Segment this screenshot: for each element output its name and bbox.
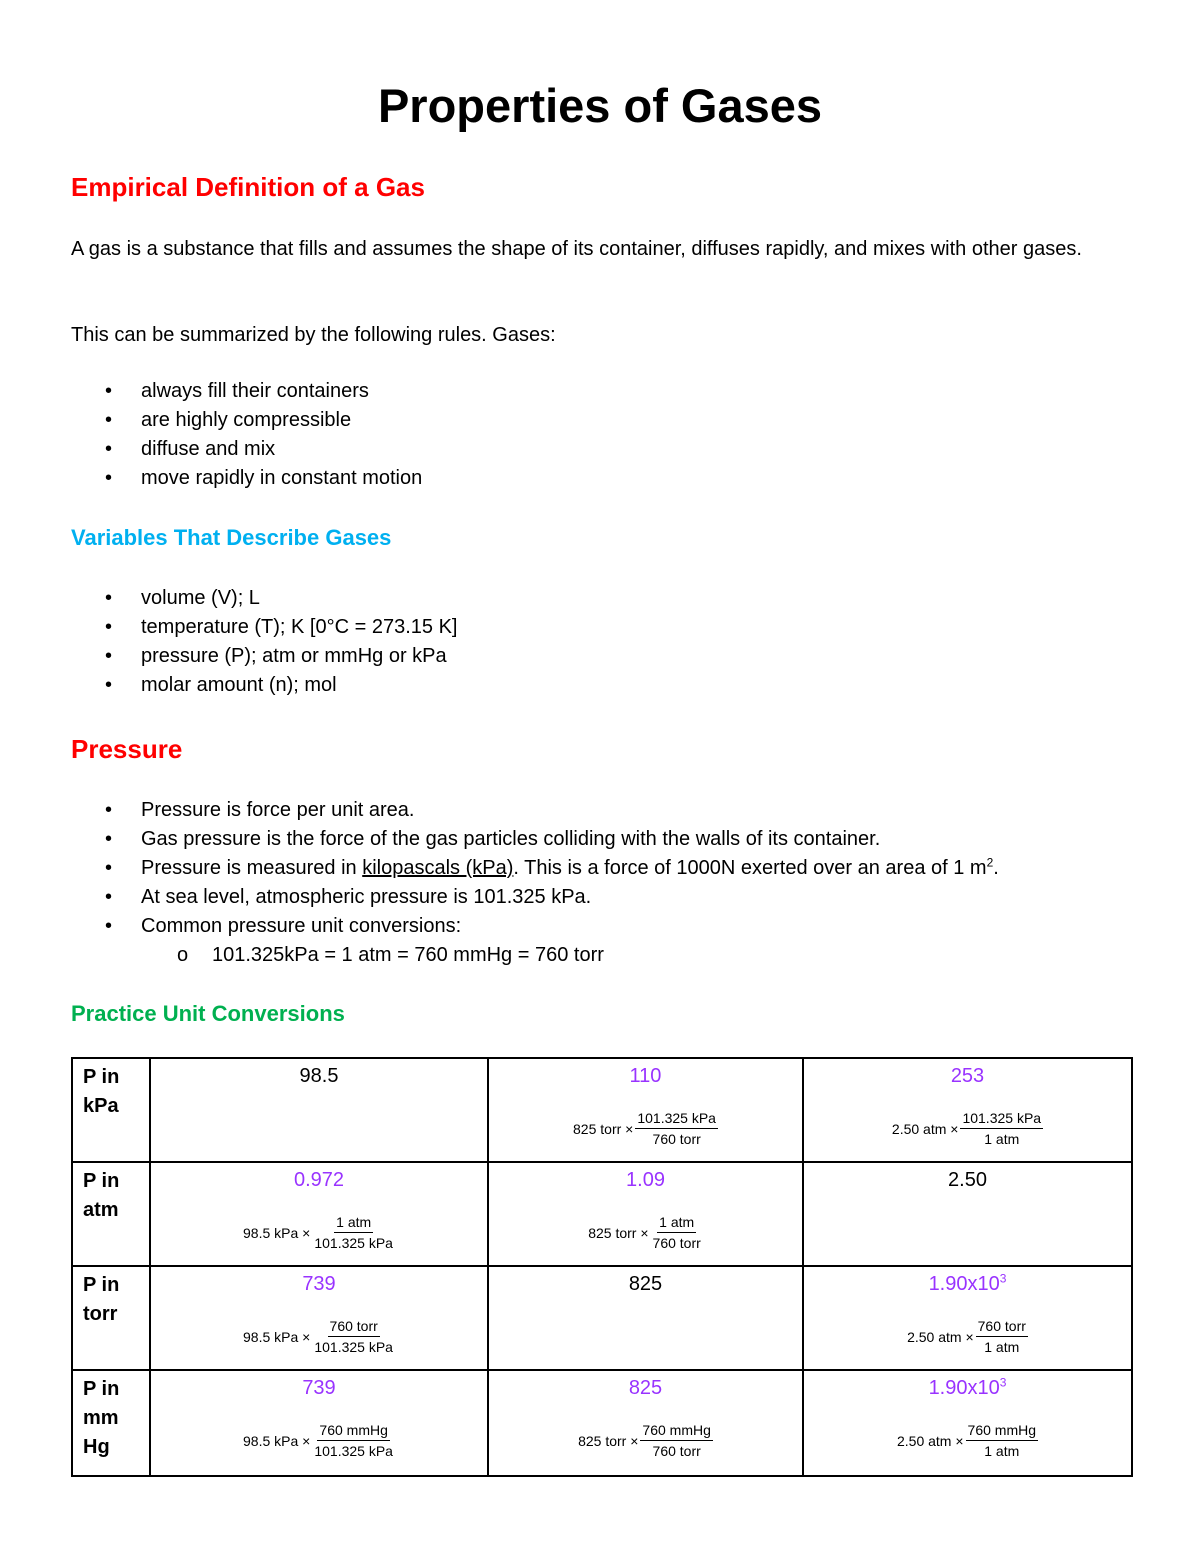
answer-value: 1.09 xyxy=(626,1169,665,1191)
conversion-formula xyxy=(804,1317,1131,1356)
conversion-formula xyxy=(804,1421,1131,1460)
row-header-line: atm xyxy=(83,1199,119,1221)
answer-value: $1.90x10^3$ xyxy=(928,1375,1007,1399)
formula-given: 2.50 atm × xyxy=(907,1328,974,1345)
fraction-numerator: 101.325 kPa xyxy=(960,1109,1043,1129)
list-item: • Pressure is force per unit area. xyxy=(71,796,999,825)
fraction-denominator: 760 torr xyxy=(652,1131,701,1147)
conversion-fraction xyxy=(976,1317,1028,1356)
table-cell xyxy=(488,1058,803,1162)
heading-practice: Practice Unit Conversions xyxy=(71,1001,345,1026)
heading-variables: Variables That Describe Gases xyxy=(71,525,392,550)
fraction-numerator: 101.325 kPa xyxy=(635,1109,718,1129)
answer-value: 739 xyxy=(302,1273,336,1295)
answer-value: 0.972 xyxy=(293,1169,345,1191)
paragraph-summary-intro: This can be summarized by the following rules. Gases: xyxy=(71,324,556,346)
conversion-formula xyxy=(489,1421,802,1460)
table-row xyxy=(72,1266,1132,1370)
answer-value: 825 xyxy=(628,1377,663,1399)
given-value: 825 xyxy=(628,1273,663,1295)
formula-given: 98.5 kPa × xyxy=(243,1432,311,1449)
table-cell xyxy=(803,1266,1132,1370)
answer-value: 110 xyxy=(629,1065,662,1087)
bullet-icon: • xyxy=(105,886,113,908)
bullet-icon: • xyxy=(105,857,113,879)
answer-value: 253 xyxy=(950,1065,985,1087)
table-cell xyxy=(150,1162,488,1266)
table-cell xyxy=(803,1058,1132,1162)
list-item: • volume (V); L xyxy=(71,584,457,613)
fraction-numerator: 760 torr xyxy=(328,1317,380,1337)
table-cell xyxy=(488,1266,803,1370)
fraction-numerator: 760 mmHg xyxy=(317,1421,389,1441)
list-item: • Common pressure unit conversions: xyxy=(71,912,999,941)
variables-list xyxy=(71,584,457,700)
table-cell xyxy=(488,1162,803,1266)
row-header-line: mm xyxy=(83,1407,119,1429)
sub-bullet-icon: o xyxy=(177,944,189,966)
list-item: • Gas pressure is the force of the gas particles colliding with the walls of its container. xyxy=(71,825,999,854)
row-header-line: kPa xyxy=(83,1095,119,1117)
conversion-fraction xyxy=(635,1109,718,1148)
pressure-list xyxy=(71,796,999,970)
row-header xyxy=(72,1266,150,1370)
conversion-formula xyxy=(151,1317,487,1356)
bullet-icon: • xyxy=(105,915,113,937)
fraction-denominator: 101.325 kPa xyxy=(314,1339,393,1355)
formula-given: 2.50 atm × xyxy=(896,1432,964,1449)
conversion-formula xyxy=(151,1213,487,1252)
list-item: • pressure (P); atm or mmHg or kPa xyxy=(71,642,457,671)
fraction-denominator: 1 atm xyxy=(984,1131,1020,1147)
list-item: • are highly compressible xyxy=(71,406,422,435)
table-row xyxy=(72,1162,1132,1266)
formula-given: 98.5 kPa × xyxy=(243,1328,311,1345)
row-header xyxy=(72,1370,150,1476)
bullet-icon: • xyxy=(105,616,113,638)
conversion-fraction xyxy=(960,1109,1043,1148)
list-item: • temperature (T); K [0°C = 273.15 K] xyxy=(71,613,457,642)
bullet-icon: • xyxy=(105,380,113,402)
table-cell xyxy=(150,1058,488,1162)
bullet-icon: • xyxy=(105,438,113,460)
conversion-formula xyxy=(804,1109,1131,1148)
conversion-formula xyxy=(151,1421,487,1460)
answer-value: 739 xyxy=(302,1377,336,1399)
formula-given: 825 torr × xyxy=(588,1224,649,1241)
answer-value: $1.90x10^3$ xyxy=(928,1271,1007,1295)
conversion-fraction xyxy=(312,1317,395,1356)
table-cell xyxy=(150,1370,488,1476)
formula-given: 825 torr × xyxy=(578,1432,639,1449)
heading-pressure: Pressure xyxy=(71,734,183,764)
bullet-icon: • xyxy=(105,799,113,821)
page-title: Properties of Gases xyxy=(377,79,823,132)
paragraph-gas-definition: A gas is a substance that fills and assumes the shape of its container, diffuses rapidly, and mixes with other gases. xyxy=(71,238,1082,260)
sub-list-item: o 101.325kPa = 1 atm = 760 mmHg = 760 torr xyxy=(71,941,999,970)
list-item: • diffuse and mix xyxy=(71,435,422,464)
row-header-line: Hg xyxy=(83,1436,110,1458)
conversion-fraction xyxy=(651,1213,703,1252)
list-item: • molar amount (n); mol xyxy=(71,671,457,700)
conversion-table xyxy=(71,1057,1133,1477)
fraction-numerator: 760 mmHg xyxy=(966,1421,1038,1441)
conversion-fraction xyxy=(640,1421,712,1460)
list-item: • always fill their containers xyxy=(71,377,422,406)
list-item: • move rapidly in constant motion xyxy=(71,464,422,493)
row-header xyxy=(72,1058,150,1162)
formula-given: 98.5 kPa × xyxy=(243,1224,311,1241)
row-header xyxy=(72,1162,150,1266)
conversion-table-body xyxy=(72,1058,1132,1476)
bullet-icon: • xyxy=(105,467,113,489)
fraction-denominator: 760 torr xyxy=(652,1235,701,1251)
bullet-icon: • xyxy=(105,828,113,850)
list-item: • At sea level, atmospheric pressure is 101.325 kPa. xyxy=(71,883,999,912)
fraction-denominator: 101.325 kPa xyxy=(314,1443,393,1459)
fraction-numerator: 1 atm xyxy=(657,1213,696,1233)
fraction-numerator: 1 atm xyxy=(334,1213,373,1233)
table-cell xyxy=(803,1162,1132,1266)
kilopascals-link[interactable]: kilopascals (kPa) xyxy=(362,857,514,879)
fraction-numerator: 760 torr xyxy=(976,1317,1028,1337)
bullet-icon: • xyxy=(105,587,113,609)
row-header-line: torr xyxy=(83,1303,118,1325)
table-cell xyxy=(803,1370,1132,1476)
fraction-denominator: 760 torr xyxy=(652,1443,701,1459)
fraction-denominator: 1 atm xyxy=(984,1339,1020,1355)
gas-rules-list xyxy=(71,377,422,493)
conversion-fraction xyxy=(312,1213,395,1252)
row-header-line: P in xyxy=(83,1274,120,1296)
bullet-icon: • xyxy=(105,409,113,431)
bullet-icon: • xyxy=(105,645,113,667)
fraction-numerator: 760 mmHg xyxy=(640,1421,712,1441)
heading-empirical-definition: Empirical Definition of a Gas xyxy=(71,172,425,202)
table-row xyxy=(72,1370,1132,1476)
formula-given: 825 torr × xyxy=(573,1120,634,1137)
bullet-icon: • xyxy=(105,674,113,696)
row-header-line: P in xyxy=(83,1066,120,1088)
table-cell xyxy=(150,1266,488,1370)
fraction-denominator: 101.325 kPa xyxy=(314,1235,393,1251)
conversion-fraction xyxy=(966,1421,1038,1460)
conversion-fraction xyxy=(312,1421,395,1460)
given-value: 98.5 xyxy=(299,1065,339,1087)
fraction-denominator: 1 atm xyxy=(984,1443,1020,1459)
conversion-formula xyxy=(489,1213,802,1252)
row-header-line: P in xyxy=(83,1378,120,1400)
given-value: 2.50 xyxy=(948,1169,987,1191)
table-row xyxy=(72,1058,1132,1162)
row-header-line: P in xyxy=(83,1170,120,1192)
conversion-formula xyxy=(489,1109,802,1148)
formula-given: 2.50 atm × xyxy=(891,1120,959,1137)
list-item: • Pressure is measured in kilopascals (kPa). This is a force of 1000N exerted over an area of 1 $m^2$. xyxy=(71,854,999,883)
table-cell xyxy=(488,1370,803,1476)
